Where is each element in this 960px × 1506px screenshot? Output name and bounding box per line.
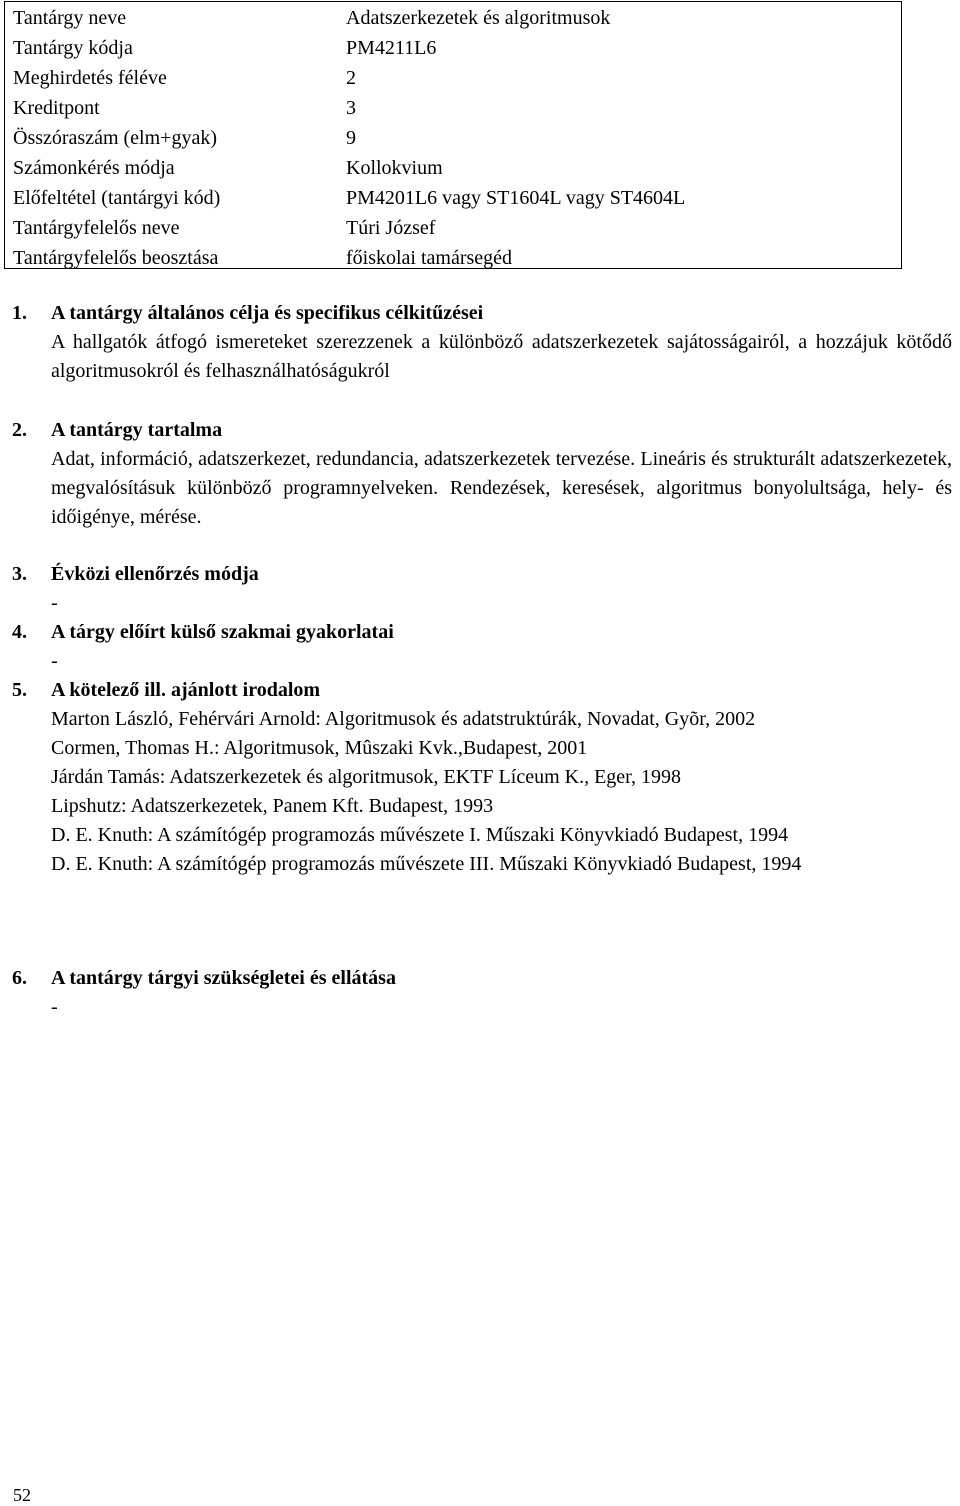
section-text: - <box>51 996 58 1018</box>
info-value: PM4211L6 <box>346 37 437 59</box>
section-text: - <box>51 592 58 614</box>
page-number: 52 <box>13 1485 31 1505</box>
reference-item: Lipshutz: Adatszerkezetek, Panem Kft. Budapest, 1993 <box>51 795 494 817</box>
reference-item: Cormen, Thomas H.: Algoritmusok, Mûszaki Kvk.,Budapest, 2001 <box>51 737 588 759</box>
section-text: - <box>51 650 58 672</box>
info-row-prerequisite <box>5 183 901 213</box>
section-goals <box>12 299 952 386</box>
section-heading <box>12 618 952 647</box>
section-number: 4. <box>12 621 27 643</box>
info-label: Tantárgyfelelős neve <box>13 217 180 239</box>
section-text: A hallgatók átfogó ismereteket szerezzenek a különböző adatszerkezetek sajátosságairól, a hozzájuk kötődő algoritmusokról és felhasználhatóságukról <box>51 331 952 382</box>
info-value: Kollokvium <box>346 157 443 179</box>
section-number: 1. <box>12 302 27 324</box>
section-title: Évközi ellenőrzés módja <box>51 563 259 585</box>
info-value: Túri József <box>346 217 436 239</box>
section-heading <box>12 964 952 993</box>
section-content <box>12 416 952 532</box>
info-value: 3 <box>346 97 356 119</box>
reference-item: D. E. Knuth: A számítógép programozás művészete I. Műszaki Könyvkiadó Budapest, 1994 <box>51 824 789 846</box>
info-row-course-name <box>5 3 901 33</box>
reference-item: D. E. Knuth: A számítógép programozás művészete III. Műszaki Könyvkiadó Budapest, 1994 <box>51 853 802 875</box>
info-row-semester <box>5 63 901 93</box>
info-label: Meghirdetés féléve <box>13 67 167 89</box>
info-label: Tantárgyfelelős beosztása <box>13 247 219 269</box>
info-label: Számonkérés módja <box>13 157 175 179</box>
reference-item: Marton László, Fehérvári Arnold: Algoritmusok és adatstruktúrák, Novadat, Gyõr, 2002 <box>51 708 756 730</box>
section-title: A tantárgy tárgyi szükségletei és ellátása <box>51 967 396 989</box>
info-value: főiskolai tamársegéd <box>346 247 513 269</box>
info-row-course-code <box>5 33 901 63</box>
section-heading <box>12 676 952 705</box>
info-row-responsible-position <box>5 243 901 273</box>
reference-list <box>51 705 952 879</box>
section-heading <box>12 560 952 589</box>
info-label: Tantárgy kódja <box>13 37 133 59</box>
section-literature <box>12 676 952 879</box>
info-label: Összóraszám (elm+gyak) <box>13 127 217 149</box>
info-label: Kreditpont <box>13 97 100 119</box>
info-label: Előfeltétel (tantárgyi kód) <box>13 187 221 209</box>
section-number: 3. <box>12 563 27 585</box>
section-heading <box>12 416 952 445</box>
section-number: 5. <box>12 679 27 701</box>
section-number: 2. <box>12 419 27 441</box>
course-info-table <box>4 1 902 269</box>
section-assessment <box>12 560 952 618</box>
info-value: 9 <box>346 127 356 149</box>
section-practice <box>12 618 952 676</box>
info-row-responsible-name <box>5 213 901 243</box>
info-row-assessment <box>5 153 901 183</box>
section-number: 6. <box>12 967 27 989</box>
info-value: PM4201L6 vagy ST1604L vagy ST4604L <box>346 187 686 209</box>
section-title: A tantárgy általános célja és specifikus célkitűzései <box>51 302 484 324</box>
section-heading <box>12 299 952 328</box>
section-title: A tárgy előírt külső szakmai gyakorlatai <box>51 621 394 643</box>
info-value: 2 <box>346 67 356 89</box>
info-row-total-hours <box>5 123 901 153</box>
info-row-credits <box>5 93 901 123</box>
reference-item: Járdán Tamás: Adatszerkezetek és algoritmusok, EKTF Líceum K., Eger, 1998 <box>51 766 682 788</box>
section-title: A kötelező ill. ajánlott irodalom <box>51 679 321 701</box>
info-label: Tantárgy neve <box>13 7 127 29</box>
info-value: Adatszerkezetek és algoritmusok <box>346 7 611 29</box>
section-title: A tantárgy tartalma <box>51 419 223 441</box>
section-text: Adat, információ, adatszerkezet, redundancia, adatszerkezetek tervezése. Lineáris és strukturált adatszerkezetek, megvalósításuk különböző programnyelveken. Rendezések, keresések, algoritmus bonyolultsága, hely- és időigénye, mérése. <box>51 448 952 528</box>
section-requirements <box>12 964 952 1022</box>
